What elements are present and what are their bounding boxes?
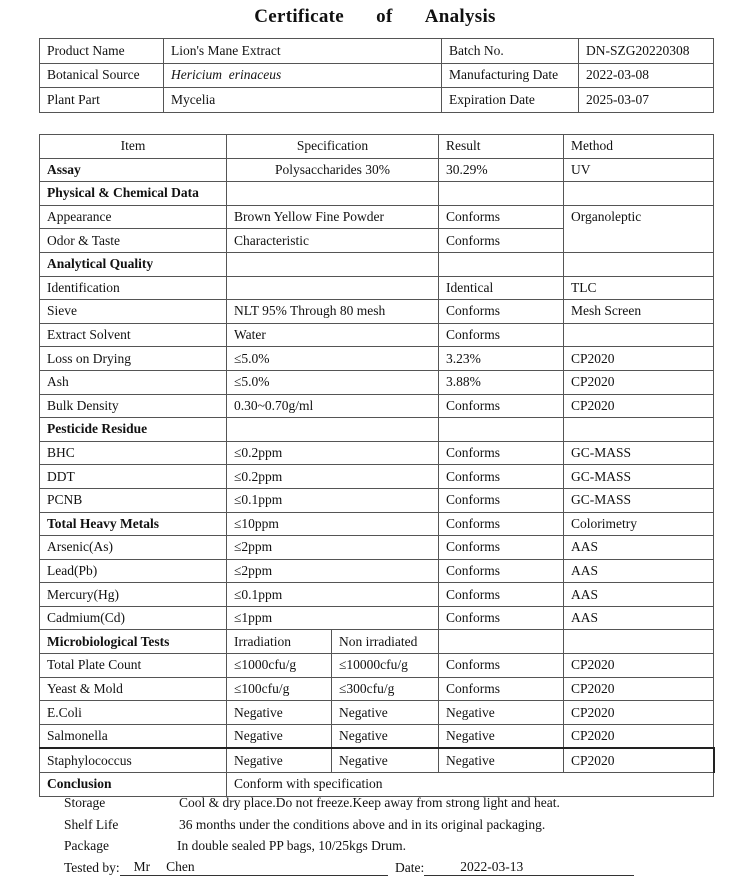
item-cell: Yeast & Mold <box>40 677 227 701</box>
spec1-cell: Negative <box>227 748 332 772</box>
package-value: In double sealed PP bags, 10/25kgs Drum. <box>177 838 406 853</box>
method-cell: AAS <box>564 583 714 607</box>
item-cell: Sieve <box>40 300 227 324</box>
assay-spec: Polysaccharides 30% <box>227 158 439 182</box>
assay-result: 30.29% <box>439 158 564 182</box>
table-row <box>40 394 714 418</box>
spec-cell: ≤0.2ppm <box>227 465 439 489</box>
col-method: Method <box>564 135 714 159</box>
item-cell: Identification <box>40 276 227 300</box>
table-row <box>40 724 714 748</box>
spec-cell: Characteristic <box>227 229 439 253</box>
table-row <box>40 559 714 583</box>
plant-part-label: Plant Part <box>40 88 164 113</box>
result-cell: Conforms <box>439 300 564 324</box>
item-cell: Loss on Drying <box>40 347 227 371</box>
assay-row <box>40 158 714 182</box>
method-cell: CP2020 <box>564 724 714 748</box>
botanical-species: erinaceus <box>228 67 282 83</box>
table-row <box>40 347 714 371</box>
col-item: Item <box>40 135 227 159</box>
result-cell: Conforms <box>439 394 564 418</box>
spec-cell: ≤2ppm <box>227 536 439 560</box>
table-row <box>40 701 714 725</box>
table-row <box>40 654 714 678</box>
analysis-table <box>39 134 715 797</box>
result-cell: 3.88% <box>439 370 564 394</box>
method-cell: CP2020 <box>564 748 714 772</box>
botanical-value <box>164 63 442 88</box>
spec2-cell: Negative <box>332 748 439 772</box>
section-analytical-label: Analytical Quality <box>40 252 227 276</box>
spec2-cell: ≤10000cfu/g <box>332 654 439 678</box>
table-row <box>40 583 714 607</box>
result-cell: Conforms <box>439 606 564 630</box>
item-cell: Appearance <box>40 205 227 229</box>
micro-spec-non-irradiated: Non irradiated <box>332 630 439 654</box>
batch-value: DN-SZG20220308 <box>579 39 714 64</box>
item-cell: Staphylococcus <box>40 748 227 772</box>
result-cell: Conforms <box>439 465 564 489</box>
tested-by-label: Tested by: <box>64 860 120 875</box>
result-cell: 3.23% <box>439 347 564 371</box>
method-cell: Mesh Screen <box>564 300 714 324</box>
result-cell: Conforms <box>439 205 564 229</box>
section-heavy-metals <box>40 512 714 536</box>
item-cell: Ash <box>40 370 227 394</box>
tested-by-line <box>120 859 388 876</box>
item-cell: Cadmium(Cd) <box>40 606 227 630</box>
item-cell: Mercury(Hg) <box>40 583 227 607</box>
section-micro <box>40 630 714 654</box>
table-row <box>40 465 714 489</box>
section-pesticide-label: Pesticide Residue <box>40 418 227 442</box>
method-cell: CP2020 <box>564 394 714 418</box>
method-cell: AAS <box>564 606 714 630</box>
spec1-cell: ≤100cfu/g <box>227 677 332 701</box>
storage-value: Cool & dry place.Do not freeze.Keep away from strong light and heat. <box>179 795 560 810</box>
item-cell: Salmonella <box>40 724 227 748</box>
method-cell: CP2020 <box>564 677 714 701</box>
result-cell: Conforms <box>439 559 564 583</box>
botanical-label: Botanical Source <box>40 63 164 88</box>
col-spec: Specification <box>227 135 439 159</box>
method-cell: GC-MASS <box>564 488 714 512</box>
table-row <box>40 276 714 300</box>
spec-cell: NLT 95% Through 80 mesh <box>227 300 439 324</box>
micro-spec-irradiation: Irradiation <box>227 630 332 654</box>
column-header-row <box>40 135 714 159</box>
botanical-genus: Hericium <box>171 67 222 83</box>
spec-cell: ≤0.2ppm <box>227 441 439 465</box>
table-row <box>40 205 714 229</box>
mfg-value: 2022-03-08 <box>579 63 714 88</box>
table-row <box>40 441 714 465</box>
spec1-cell: Negative <box>227 724 332 748</box>
method-cell: GC-MASS <box>564 441 714 465</box>
batch-label: Batch No. <box>442 39 579 64</box>
result-cell: Negative <box>439 748 564 772</box>
spec2-cell: ≤300cfu/g <box>332 677 439 701</box>
spec-cell: Brown Yellow Fine Powder <box>227 205 439 229</box>
item-cell: Odor & Taste <box>40 229 227 253</box>
spec-cell: 0.30~0.70g/ml <box>227 394 439 418</box>
method-cell: Organoleptic <box>564 205 714 252</box>
shelf-life-value: 36 months under the conditions above and in its original packaging. <box>179 817 546 832</box>
item-cell: Extract Solvent <box>40 323 227 347</box>
method-cell: TLC <box>564 276 714 300</box>
product-row <box>40 39 714 64</box>
tested-by-name: Chen <box>166 859 195 874</box>
table-row <box>40 606 714 630</box>
method-cell: CP2020 <box>564 654 714 678</box>
result-cell: Conforms <box>439 441 564 465</box>
spec-cell <box>227 276 439 300</box>
result-cell: Conforms <box>439 536 564 560</box>
result-cell: Conforms <box>439 488 564 512</box>
heavy-method: Colorimetry <box>564 512 714 536</box>
heavy-result: Conforms <box>439 512 564 536</box>
result-cell: Conforms <box>439 583 564 607</box>
plant-part-value: Mycelia <box>164 88 442 113</box>
method-cell: GC-MASS <box>564 465 714 489</box>
date-value: 2022-03-13 <box>460 859 524 874</box>
title-word-of: of <box>376 6 393 27</box>
section-heavy-label: Total Heavy Metals <box>40 512 227 536</box>
spec1-cell: ≤1000cfu/g <box>227 654 332 678</box>
result-cell: Identical <box>439 276 564 300</box>
product-info-table <box>39 38 714 113</box>
section-micro-label: Microbiological Tests <box>40 630 227 654</box>
spec1-cell: Negative <box>227 701 332 725</box>
section-physical <box>40 182 714 206</box>
method-cell: AAS <box>564 559 714 583</box>
result-cell: Negative <box>439 724 564 748</box>
col-result: Result <box>439 135 564 159</box>
assay-method: UV <box>564 158 714 182</box>
method-cell: CP2020 <box>564 370 714 394</box>
item-cell: DDT <box>40 465 227 489</box>
storage-label: Storage <box>64 795 106 810</box>
shelf-life-label: Shelf Life <box>64 817 119 832</box>
item-cell: Bulk Density <box>40 394 227 418</box>
spec-cell: ≤2ppm <box>227 559 439 583</box>
exp-value: 2025-03-07 <box>579 88 714 113</box>
section-physical-label: Physical & Chemical Data <box>40 182 227 206</box>
spec-cell: ≤0.1ppm <box>227 583 439 607</box>
spec-cell: ≤0.1ppm <box>227 488 439 512</box>
spec-cell: Water <box>227 323 439 347</box>
table-row <box>40 748 714 772</box>
item-cell: PCNB <box>40 488 227 512</box>
table-row <box>40 677 714 701</box>
section-pesticide <box>40 418 714 442</box>
method-cell: CP2020 <box>564 347 714 371</box>
result-cell: Conforms <box>439 677 564 701</box>
botanical-row <box>40 63 714 88</box>
signature-row <box>64 859 634 879</box>
table-row <box>40 536 714 560</box>
table-row <box>40 370 714 394</box>
tested-by-title: Mr <box>133 859 151 874</box>
method-cell: CP2020 <box>564 701 714 725</box>
conclusion-label: Conclusion <box>40 773 227 797</box>
result-cell: Conforms <box>439 323 564 347</box>
method-cell: AAS <box>564 536 714 560</box>
result-cell: Conforms <box>439 654 564 678</box>
mfg-label: Manufacturing Date <box>442 63 579 88</box>
product-name-label: Product Name <box>40 39 164 64</box>
result-cell: Negative <box>439 701 564 725</box>
item-cell: BHC <box>40 441 227 465</box>
date-label: Date: <box>395 860 425 875</box>
title-word-analysis: Analysis <box>424 6 496 27</box>
spec-cell: ≤5.0% <box>227 347 439 371</box>
assay-item: Assay <box>40 158 227 182</box>
section-analytical <box>40 252 714 276</box>
exp-label: Expiration Date <box>442 88 579 113</box>
table-row <box>40 300 714 324</box>
table-row <box>40 488 714 512</box>
table-row <box>40 323 714 347</box>
product-name-value: Lion's Mane Extract <box>164 39 442 64</box>
date-line <box>424 859 634 876</box>
item-cell: Total Plate Count <box>40 654 227 678</box>
plant-part-row <box>40 88 714 113</box>
item-cell: E.Coli <box>40 701 227 725</box>
heavy-spec: ≤10ppm <box>227 512 439 536</box>
conclusion-text: Conform with specification <box>227 773 714 797</box>
title-word-certificate: Certificate <box>254 6 345 27</box>
item-cell: Arsenic(As) <box>40 536 227 560</box>
package-label: Package <box>64 838 109 853</box>
page-title <box>0 6 750 28</box>
result-cell: Conforms <box>439 229 564 253</box>
method-cell <box>564 323 714 347</box>
spec-cell: ≤1ppm <box>227 606 439 630</box>
item-cell: Lead(Pb) <box>40 559 227 583</box>
conclusion-row <box>40 773 714 797</box>
spec-cell: ≤5.0% <box>227 370 439 394</box>
spec2-cell: Negative <box>332 724 439 748</box>
spec2-cell: Negative <box>332 701 439 725</box>
